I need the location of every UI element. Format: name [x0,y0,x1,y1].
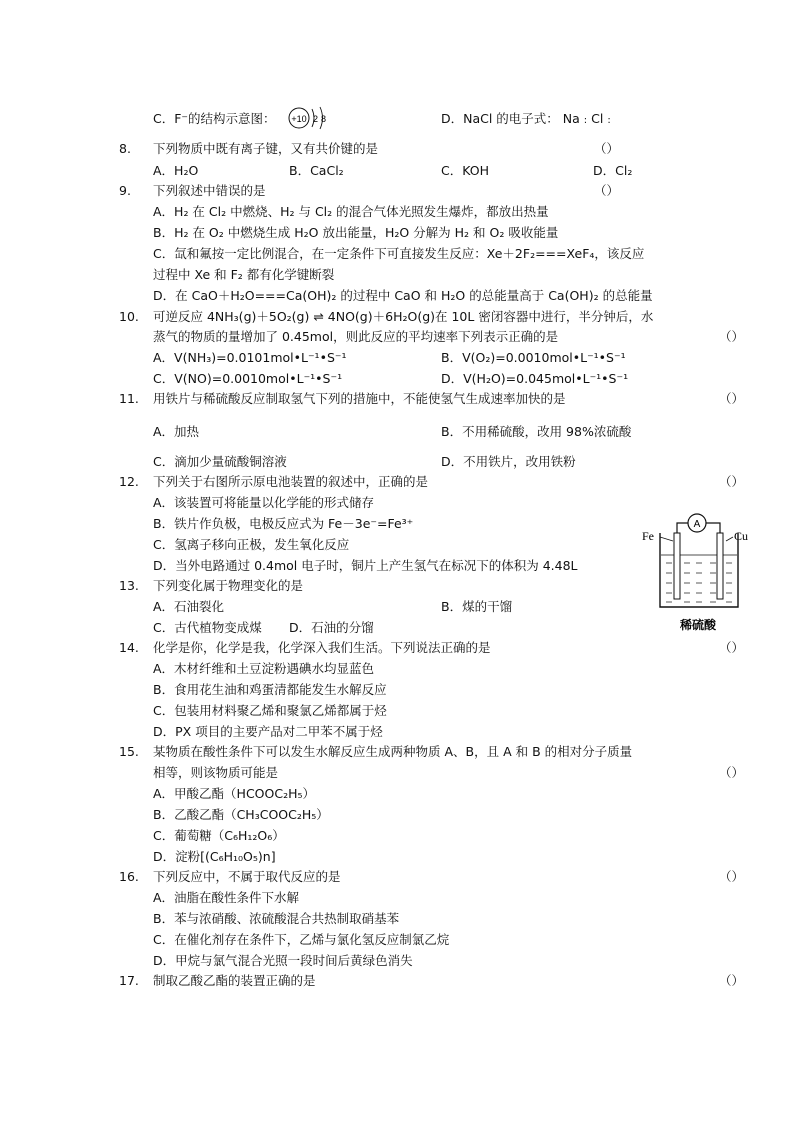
q14-option-b: B．食用花生油和鸡蛋清都能发生水解反应 [153,682,387,697]
q11-option-a: A．加热 [153,424,200,439]
q13-option-d: D．石油的分馏 [289,620,374,635]
q17-stem: 制取乙酸乙酯的装置正确的是 [153,973,316,988]
q16-option-c: C．在催化剂存在条件下，乙烯与氯化氢反应制氯乙烷 [153,932,450,947]
q12-option-b: B．铁片作负极，电极反应式为 Fe－3e⁻=Fe³⁺ [153,516,414,531]
q15-option-a: A．甲酸乙酯（HCOOC₂H₅） [153,786,316,801]
q14-option-c: C．包装用材料聚乙烯和聚氯乙烯都属于烃 [153,703,387,718]
q15-number: 15. [119,744,139,759]
q10-stem: 可逆反应 4NH₃(g)＋5O₂(g) ⇌ 4NO(g)＋6H₂O(g)在 10L 密闭容器中进行，半分钟后，水 [153,309,654,324]
q15-stem: 某物质在酸性条件下可以发生水解反应生成两种物质 A、B，且 A 和 B 的相对分子质量 [153,744,633,759]
q10-number: 10. [119,309,139,324]
q9-answer-paren: （） [594,183,620,198]
q14-stem: 化学是你，化学是我，化学深入我们生活。下列说法正确的是 [153,640,491,655]
q10-answer-paren: （） [719,329,745,344]
q13-option-a: A．石油裂化 [153,599,225,614]
q7-option-c [153,110,276,127]
q14-number: 14. [119,640,139,655]
ammeter-label: A [693,519,701,530]
q9-option-a: A．H₂ 在 Cl₂ 中燃烧、H₂ 与 Cl₂ 的混合气体光照发生爆炸，都放出热量 [153,204,549,219]
cu-electrode-label: Cu [734,529,749,543]
q15-stem-cont: 相等，则该物质可能是 [153,765,279,780]
q10-stem-cont: 蒸气的物质的量增加了 0.45mol，则此反应的平均速率下列表示正确的是 [153,329,559,344]
q8-option-a: A．H₂O [153,163,199,178]
q12-stem: 下列关于右图所示原电池装置的叙述中，正确的是 [153,474,429,489]
cu-electrode [717,533,723,599]
q11-number: 11. [119,391,139,406]
q7-option-c-text: C．F⁻的结构示意图： [153,111,276,126]
galvanic-cell-diagram [640,505,760,635]
q10-option-b: B．V(O₂)=0.0010mol•L⁻¹•S⁻¹ [441,350,626,365]
q8-answer-paren: （） [594,141,620,156]
q14-option-d: D．PX 项目的主要产品对二甲苯不属于烃 [153,724,383,739]
q8-option-d: D．Cl₂ [593,163,633,178]
nacl-na-symbol: Na [562,111,580,126]
q17-answer-paren: （） [719,973,745,988]
fluoride-ion-structure-diagram [286,103,336,133]
q9-stem: 下列叙述中错误的是 [153,183,266,198]
q12-option-a: A．该装置可将能量以化学能的形式储存 [153,495,375,510]
q15-option-c: C．葡萄糖（C₆H₁₂O₆） [153,828,285,843]
q12-option-c: C．氢离子移向正极，发生氧化反应 [153,537,350,552]
q11-stem: 用铁片与稀硫酸反应制取氢气下列的措施中，不能使氢气生成速率加快的是 [153,391,566,406]
q16-number: 16. [119,869,139,884]
electron-dots-icon: : [583,115,588,126]
fe-electrode [674,533,680,599]
q13-option-c: C．古代植物变成煤 [153,620,262,635]
q11-option-d: D．不用铁片，改用铁粉 [441,454,576,469]
q16-answer-paren: （） [719,869,745,884]
q9-option-b: B．H₂ 在 O₂ 中燃烧生成 H₂O 放出能量，H₂O 分解为 H₂ 和 O₂ 吸收能量 [153,225,559,240]
q14-answer-paren: （） [719,640,745,655]
q8-number: 8. [119,141,131,156]
q12-number: 12. [119,474,139,489]
q8-option-b: B．CaCl₂ [289,163,344,178]
q15-option-d: D．淀粉[(C₆H₁₀O₅)n] [153,849,276,864]
q16-stem: 下列反应中，不属于取代反应的是 [153,869,341,884]
q8-stem: 下列物质中既有离子键，又有共价键的是 [153,141,379,156]
q17-number: 17. [119,973,139,988]
q10-option-a: A．V(NH₃)=0.0101mol•L⁻¹•S⁻¹ [153,350,347,365]
fluoride-nucleus-label: +10 [291,114,307,124]
q14-option-a: A．木材纤维和土豆淀粉遇碘水均显蓝色 [153,661,375,676]
q15-option-b: B．乙酸乙酯（CH₃COOC₂H₅） [153,807,329,822]
q13-number: 13. [119,578,139,593]
q7-option-d [441,110,611,129]
q9-option-d: D．在 CaO＋H₂O===Ca(OH)₂ 的过程中 CaO 和 H₂O 的总能量高于 Ca(OH)₂ 的总能量 [153,288,653,303]
q16-option-a: A．油脂在酸性条件下水解 [153,890,300,905]
fluoride-shell1-electrons: 2 [313,114,319,124]
nacl-cl-symbol: Cl [591,111,604,126]
q11-answer-paren: （） [719,391,745,406]
q9-number: 9. [119,183,131,198]
q7-option-d-text: D．NaCl 的电子式： [441,111,559,126]
electron-dots-icon: : [607,115,611,126]
q10-option-c: C．V(NO)=0.0010mol•L⁻¹•S⁻¹ [153,371,343,386]
dilute-sulfuric-acid-label: 稀硫酸 [679,618,717,632]
q13-stem: 下列变化属于物理变化的是 [153,578,304,593]
q9-option-c-cont: 过程中 Xe 和 F₂ 都有化学键断裂 [153,267,335,282]
q12-option-d: D．当外电路通过 0.4mol 电子时，铜片上产生氢气在标况下的体积为 4.48L [153,558,578,573]
q11-option-b: B．不用稀硫酸，改用 98%浓硫酸 [441,424,632,439]
fluoride-shell2-electrons: 8 [321,114,327,124]
q13-option-b: B．煤的干馏 [441,599,513,614]
q8-option-c: C．KOH [441,163,489,178]
q11-option-c: C．滴加少量硫酸铜溶液 [153,454,287,469]
fe-electrode-label: Fe [642,529,654,543]
q9-option-c: C．氙和氟按一定比例混合，在一定条件下可直接发生反应：Xe＋2F₂===XeF₄，该反应 [153,246,645,261]
q16-option-b: B．苯与浓硝酸、浓硫酸混合共热制取硝基苯 [153,911,400,926]
q15-answer-paren: （） [719,765,745,780]
q10-option-d: D．V(H₂O)=0.045mol•L⁻¹•S⁻¹ [441,371,629,386]
q16-option-d: D．甲烷与氯气混合光照一段时间后黄绿色消失 [153,953,413,968]
q12-answer-paren: （） [719,474,745,489]
